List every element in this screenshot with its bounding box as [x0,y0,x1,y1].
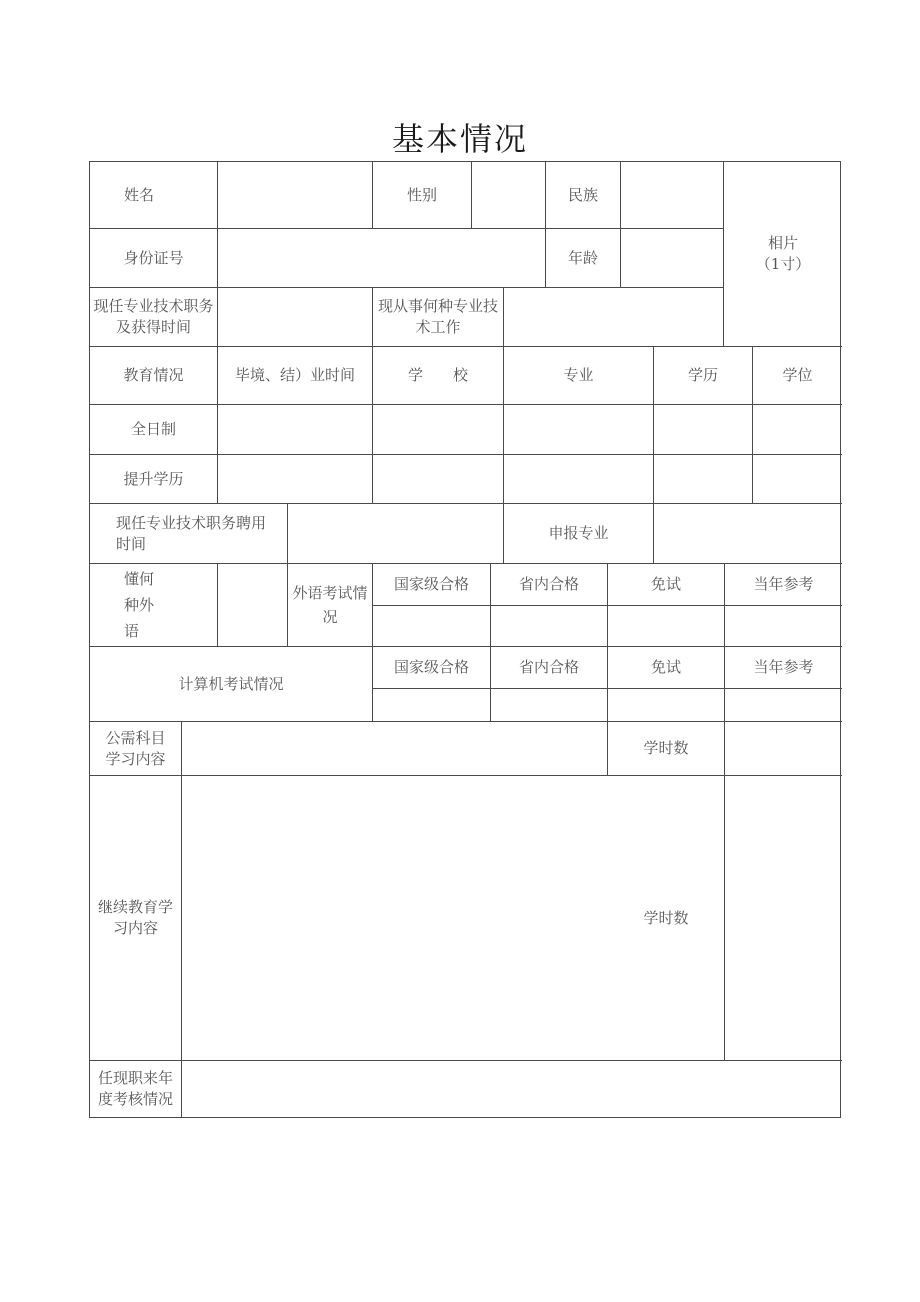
appointment-time-field[interactable] [288,504,503,563]
comp-exempt-header: 免试 [650,658,681,676]
comp-national-pass-field[interactable] [373,689,490,721]
foreign-language-label: 懂何种外语 [124,570,155,640]
language-exam-label: 外语考试情况 [292,584,368,626]
upgraded-graduation-field[interactable] [218,455,372,503]
current-title-label: 现任专业技术职务及获得时间 [93,297,214,336]
photo-box[interactable] [724,162,842,346]
graduation-time-header: 毕境、结）业时间 [234,366,355,384]
gender-field[interactable] [472,162,545,228]
continuing-hours-field[interactable] [725,776,842,1060]
lang-national-pass-field[interactable] [373,606,490,646]
photo-label: 相片 [767,234,798,252]
school-header: 学 校 [407,366,468,384]
age-field[interactable] [621,229,723,287]
name-label: 姓名 [123,185,154,204]
comp-provincial-pass-field[interactable] [491,689,607,721]
continuing-education-label: 继续教育学习内容 [97,898,173,937]
age-label: 年龄 [567,248,598,267]
comp-this-year-header: 当年参考 [753,658,814,676]
id-number-label: 身份证号 [123,248,184,267]
continuing-education-field[interactable] [182,776,607,1060]
declared-major-label: 申报专业 [548,524,609,542]
lang-provincial-pass-header: 省内合格 [518,575,579,593]
continuing-hours-label: 学时数 [643,908,689,927]
comp-this-year-field[interactable] [725,689,842,721]
public-subjects-label: 公需科目学习内容 [105,728,166,768]
lang-national-pass-header: 国家级合格 [393,575,469,593]
lang-this-year-field[interactable] [725,606,842,646]
basic-info-form [89,161,841,1118]
upgraded-degree-field[interactable] [753,455,842,503]
full-time-label: 全日制 [130,420,176,438]
foreign-language-field[interactable] [218,564,287,646]
upgraded-major-field[interactable] [504,455,653,503]
public-subjects-field[interactable] [182,722,607,775]
ethnicity-label: 民族 [567,185,598,204]
lang-exempt-header: 免试 [650,575,681,593]
lang-this-year-header: 当年参考 [753,575,814,593]
full-time-graduation-field[interactable] [218,405,372,454]
public-hours-label: 学时数 [643,739,689,757]
comp-provincial-pass-header: 省内合格 [518,658,579,676]
id-number-field[interactable] [218,229,545,287]
computer-exam-label: 计算机考试情况 [178,674,284,693]
current-work-label: 现从事何种专业技术工作 [377,297,498,336]
major-header: 专业 [563,366,594,384]
comp-exempt-field[interactable] [608,689,724,721]
education-label: 教育情况 [123,366,184,384]
photo-size-label: （1寸） [755,255,811,273]
upgraded-label: 提升学历 [123,469,184,488]
public-hours-field[interactable] [725,722,842,775]
upgraded-school-field[interactable] [373,455,503,503]
current-title-field[interactable] [218,288,372,346]
degree-level-header: 学历 [687,366,718,384]
full-time-school-field[interactable] [373,405,503,454]
degree-header: 学位 [782,366,813,384]
full-time-major-field[interactable] [504,405,653,454]
ethnicity-field[interactable] [621,162,723,228]
page-title: 基本情况 [391,120,528,158]
upgraded-degree-level-field[interactable] [654,455,752,503]
current-work-field[interactable] [504,288,723,346]
appointment-time-label: 现任专业技术职务聘用时间 [116,513,267,553]
annual-assessment-label: 任现职来年度考核情况 [97,1069,173,1108]
comp-national-pass-header: 国家级合格 [393,658,469,676]
full-time-degree-level-field[interactable] [654,405,752,454]
name-field[interactable] [218,162,372,228]
lang-exempt-field[interactable] [608,606,724,646]
declared-major-field[interactable] [654,504,842,563]
full-time-degree-field[interactable] [753,405,842,454]
annual-assessment-field[interactable] [182,1061,842,1117]
gender-label: 性别 [406,185,437,204]
lang-provincial-pass-field[interactable] [491,606,607,646]
